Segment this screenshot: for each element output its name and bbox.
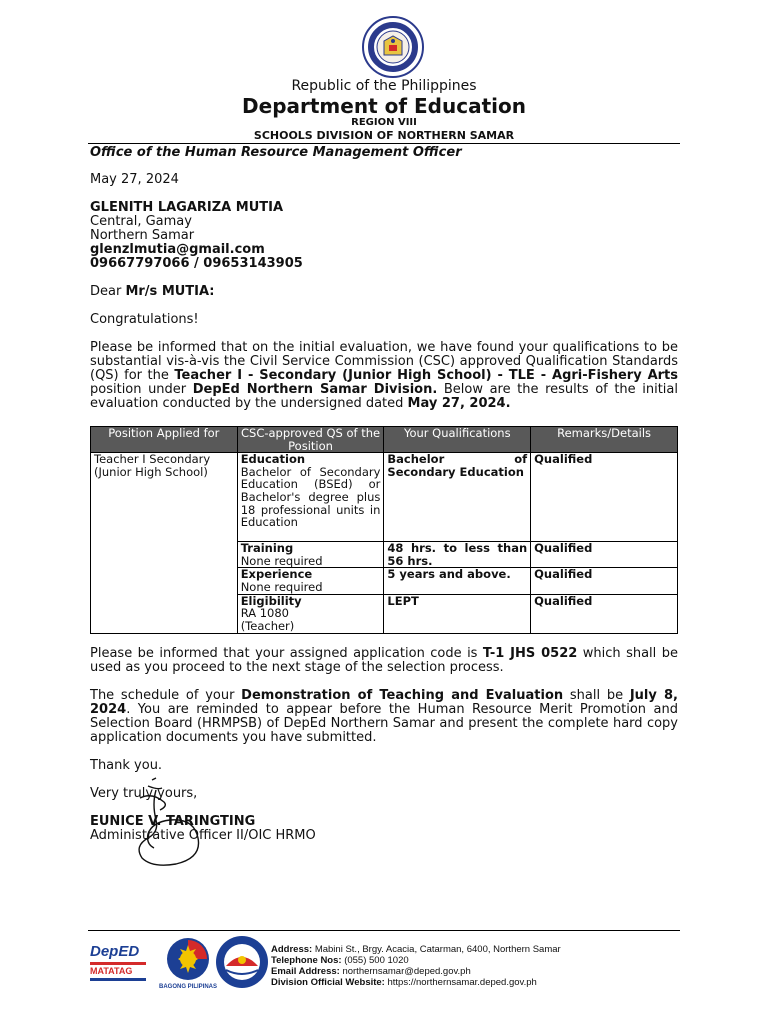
qualification-cell: LEPT xyxy=(384,594,531,633)
signatory-name: EUNICE V. TARINGTING xyxy=(90,814,256,829)
footer-telephone xyxy=(271,955,409,966)
p2-text-1: Please be informed that your assigned application code is xyxy=(90,646,483,661)
category-label: Experience xyxy=(240,567,313,582)
position-cell: Teacher I Secondary (Junior High School) xyxy=(91,453,238,633)
republic-heading: Republic of the Philippines xyxy=(291,78,477,94)
paragraph-evaluation xyxy=(90,341,678,411)
recipient-email: glenzlmutia@gmail.com xyxy=(90,242,265,257)
bagong-pilipinas-label: BAGONG PILIPINAS xyxy=(158,984,217,990)
header-your-qualifications: Your Qualifications xyxy=(384,427,531,453)
remark-cell: Qualified xyxy=(531,594,678,633)
recipient-phones: 09667797066 / 09653143905 xyxy=(90,256,303,271)
address-value: Mabini St., Brgy. Acacia, Catarman, 6400, Northern Samar xyxy=(314,944,561,955)
requirement-text: None required xyxy=(240,553,323,568)
footer-email xyxy=(271,966,471,977)
requirement-cell xyxy=(237,453,384,542)
letter-date: May 27, 2024 xyxy=(90,172,179,187)
remark-cell: Qualified xyxy=(531,542,678,568)
recipient-name: GLENITH LAGARIZA MUTIA xyxy=(90,200,284,215)
email-link[interactable]: northernsamar@deped.gov.ph xyxy=(342,966,471,977)
requirement-text: Bachelor of Secondary Education (BSEd) or Bachelor's degree plus 18 professional units in Education xyxy=(240,464,381,530)
requirement-text: None required xyxy=(240,579,323,594)
p3-text-2: shall be xyxy=(563,688,630,703)
matatag-logo: MATATAG xyxy=(90,966,133,976)
department-heading: Department of Education xyxy=(242,94,526,118)
qualification-cell: 48 hrs. to less than 56 hrs. xyxy=(384,542,531,568)
recipient-address-line1: Central, Gamay xyxy=(90,214,192,229)
header-csc-qs: CSC-approved QS of the Position xyxy=(237,427,384,453)
region-heading: REGION VIII xyxy=(351,117,417,128)
qualification-cell: 5 years and above. xyxy=(384,568,531,594)
header-remarks: Remarks/Details xyxy=(531,427,678,453)
header-position: Position Applied for xyxy=(91,427,238,453)
category-label: Education xyxy=(240,452,306,467)
p3-text-3: . You are reminded to appear before the Human Resource Merit Promotion and Selection Board (HRMPSB) of DepEd Northern Samar and present the complete hard copy application documents you have submitted. xyxy=(90,702,678,745)
salutation xyxy=(90,285,215,299)
applied-position: Teacher I - Secondary (Junior High School) - TLE - Agri-Fishery Arts xyxy=(174,368,678,383)
remark-cell: Qualified xyxy=(531,453,678,542)
telephone-value: (055) 500 1020 xyxy=(344,955,409,966)
website-label: Division Official Website: xyxy=(271,977,385,988)
deped-seal-logo xyxy=(354,16,432,78)
greeting: Congratulations! xyxy=(90,312,199,327)
header-divider xyxy=(88,143,680,144)
schedule-date: July 8, 2024 xyxy=(90,688,678,717)
footer-website xyxy=(271,977,537,988)
handwritten-signature xyxy=(128,776,214,868)
address-label: Address: xyxy=(271,944,313,955)
qualification-cell: Bachelor of Secondary Education xyxy=(384,453,531,542)
division-seal-logo xyxy=(214,934,270,990)
division-name: DepEd Northern Samar Division. xyxy=(192,382,438,397)
division-heading: SCHOOLS DIVISION OF NORTHERN SAMAR xyxy=(253,129,515,142)
category-label: Eligibility xyxy=(240,593,302,608)
p3-text-1: The schedule of your xyxy=(90,688,242,703)
application-code: T-1 JHS 0522 xyxy=(482,646,578,661)
salutation-name: Mr/s MUTIA: xyxy=(125,284,215,299)
office-name: Office of the Human Resource Management Officer xyxy=(90,145,462,160)
qualification-table xyxy=(90,426,678,634)
table-row xyxy=(91,453,678,542)
signatory-title: Administrative Officer II/OIC HRMO xyxy=(90,828,316,843)
email-label: Email Address: xyxy=(271,966,340,977)
requirement-text: RA 1080 (Teacher) xyxy=(240,606,295,633)
paragraph-application-code xyxy=(90,647,678,675)
closing: Very truly yours, xyxy=(90,786,198,801)
event-name: Demonstration of Teaching and Evaluation xyxy=(241,688,564,703)
footer-address xyxy=(271,944,561,955)
recipient-address-line2: Northern Samar xyxy=(90,228,195,243)
p1-text-2: position under xyxy=(90,382,193,397)
requirement-cell xyxy=(237,542,384,568)
telephone-label: Telephone Nos: xyxy=(271,955,342,966)
p1-text-3: Below are the results of the initial evaluation conducted by the undersigned dated xyxy=(90,382,678,411)
requirement-cell xyxy=(237,568,384,594)
deped-logo: DepED xyxy=(90,943,140,960)
p2-text-2: which shall be used as you proceed to the next stage of the selection process. xyxy=(90,646,678,675)
bagong-pilipinas-logo xyxy=(160,937,216,983)
thank-you: Thank you. xyxy=(90,758,163,773)
salutation-prefix: Dear xyxy=(90,284,126,299)
category-label: Training xyxy=(240,541,294,556)
p1-text-1: Please be informed that on the initial evaluation, we have found your qualifications to be substantial vis-à-vis the Civil Service Commission (CSC) approved Qualification Standards (QS) for the xyxy=(90,340,678,383)
table-header-row xyxy=(91,427,678,453)
footer-divider xyxy=(88,930,680,931)
website-link[interactable]: https://northernsamar.deped.gov.ph xyxy=(387,977,537,988)
matatag-logo-bar xyxy=(90,978,146,981)
deped-logo-bar xyxy=(90,962,146,965)
requirement-cell xyxy=(237,594,384,633)
evaluation-date: May 27, 2024. xyxy=(407,396,511,411)
remark-cell: Qualified xyxy=(531,568,678,594)
paragraph-schedule xyxy=(90,689,678,745)
